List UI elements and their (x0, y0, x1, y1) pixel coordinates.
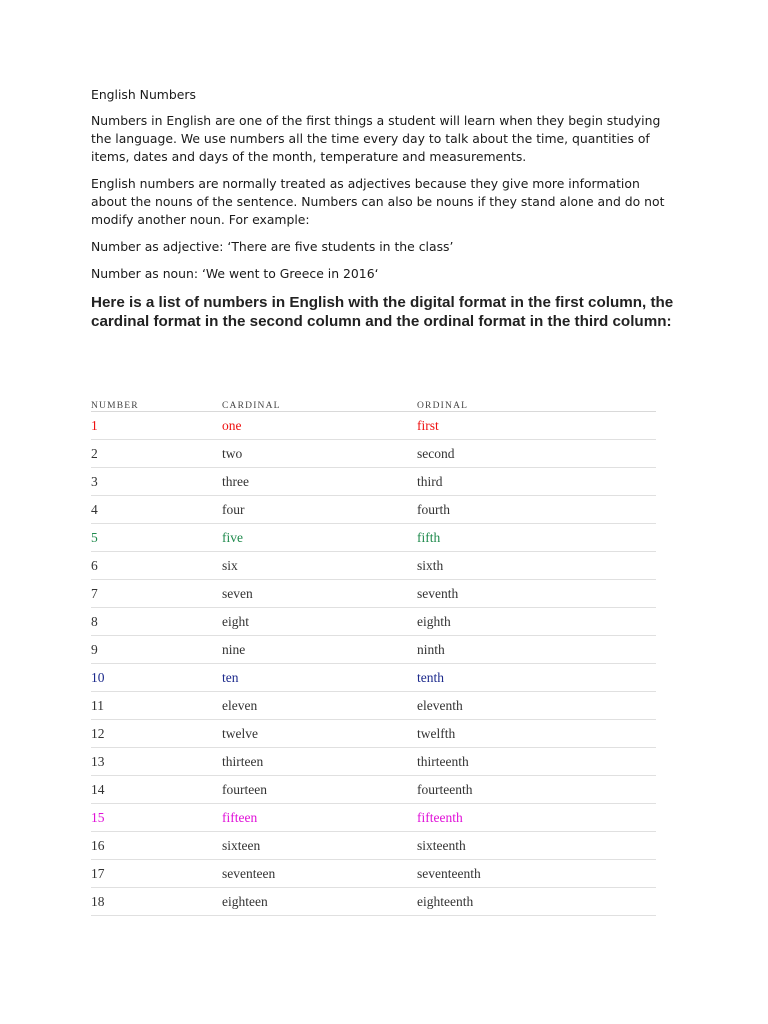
cell-ordinal: first (417, 412, 656, 440)
cell-ordinal: twelfth (417, 720, 656, 748)
cell-number: 3 (91, 468, 222, 496)
cell-ordinal: seventeenth (417, 860, 656, 888)
cell-ordinal: fourth (417, 496, 656, 524)
cell-number: 6 (91, 552, 222, 580)
cell-number: 12 (91, 720, 222, 748)
cell-ordinal: tenth (417, 664, 656, 692)
cell-cardinal: nine (222, 636, 417, 664)
paragraph-intro: Numbers in English are one of the first things a student will learn when they begin studying the language. We use numbers all the time every day to talk about the time, quantities of items, dates and days of the month, temperature and measurements. (91, 113, 661, 164)
table-row (91, 440, 656, 468)
cell-ordinal: second (417, 440, 656, 468)
cell-cardinal: ten (222, 664, 417, 692)
cell-cardinal: fourteen (222, 776, 417, 804)
cell-number: 7 (91, 580, 222, 608)
table-header-row (91, 396, 656, 412)
cell-ordinal: eleventh (417, 692, 656, 720)
cell-ordinal: fifteenth (417, 804, 656, 832)
cell-cardinal: three (222, 468, 417, 496)
table-row (91, 692, 656, 720)
cell-ordinal: third (417, 468, 656, 496)
cell-number: 14 (91, 776, 222, 804)
cell-cardinal: one (222, 412, 417, 440)
table-row (91, 832, 656, 860)
cell-cardinal: seven (222, 580, 417, 608)
table-row (91, 468, 656, 496)
cell-number: 9 (91, 636, 222, 664)
cell-cardinal: sixteen (222, 832, 417, 860)
header-ordinal: ORDINAL (417, 396, 656, 412)
cell-cardinal: two (222, 440, 417, 468)
paragraph-example-noun: Number as noun: ‘We went to Greece in 2016‘ (91, 266, 379, 281)
cell-cardinal: fifteen (222, 804, 417, 832)
cell-cardinal: five (222, 524, 417, 552)
table-row (91, 748, 656, 776)
cell-number: 2 (91, 440, 222, 468)
table-row (91, 664, 656, 692)
cell-cardinal: eleven (222, 692, 417, 720)
cell-cardinal: six (222, 552, 417, 580)
table-row (91, 608, 656, 636)
cell-number: 18 (91, 888, 222, 916)
cell-number: 11 (91, 692, 222, 720)
cell-ordinal: seventh (417, 580, 656, 608)
cell-ordinal: eighth (417, 608, 656, 636)
paragraph-adjectives: English numbers are normally treated as adjectives because they give more information about the nouns of the sentence. Numbers can also be nouns if they stand alone and do not modify another noun. For example: (91, 176, 665, 227)
table-row (91, 860, 656, 888)
cell-number: 10 (91, 664, 222, 692)
table-row (91, 804, 656, 832)
table-row (91, 888, 656, 916)
paragraph-example-adjective: Number as adjective: ‘There are five students in the class’ (91, 239, 454, 254)
header-cardinal: CARDINAL (222, 396, 417, 412)
table-row (91, 580, 656, 608)
cell-number: 16 (91, 832, 222, 860)
cell-ordinal: thirteenth (417, 748, 656, 776)
cell-ordinal: eighteenth (417, 888, 656, 916)
cell-number: 8 (91, 608, 222, 636)
cell-number: 1 (91, 412, 222, 440)
cell-cardinal: four (222, 496, 417, 524)
cell-cardinal: thirteen (222, 748, 417, 776)
cell-ordinal: fifth (417, 524, 656, 552)
cell-ordinal: sixteenth (417, 832, 656, 860)
cell-cardinal: eight (222, 608, 417, 636)
document-title: English Numbers (91, 87, 196, 102)
table-row (91, 552, 656, 580)
table-row (91, 776, 656, 804)
table-body (91, 412, 656, 916)
cell-number: 4 (91, 496, 222, 524)
cell-number: 5 (91, 524, 222, 552)
cell-ordinal: fourteenth (417, 776, 656, 804)
cell-ordinal: ninth (417, 636, 656, 664)
table-row (91, 720, 656, 748)
numbers-table (91, 396, 656, 916)
cell-number: 13 (91, 748, 222, 776)
header-number: NUMBER (91, 396, 222, 412)
table-row (91, 524, 656, 552)
cell-number: 17 (91, 860, 222, 888)
table-row (91, 496, 656, 524)
table-row (91, 412, 656, 440)
cell-number: 15 (91, 804, 222, 832)
cell-cardinal: twelve (222, 720, 417, 748)
cell-ordinal: sixth (417, 552, 656, 580)
cell-cardinal: eighteen (222, 888, 417, 916)
table-row (91, 636, 656, 664)
table-intro-heading: Here is a list of numbers in English with the digital format in the first column, the cardinal format in the second column and the ordinal format in the third column: (91, 294, 674, 330)
cell-cardinal: seventeen (222, 860, 417, 888)
